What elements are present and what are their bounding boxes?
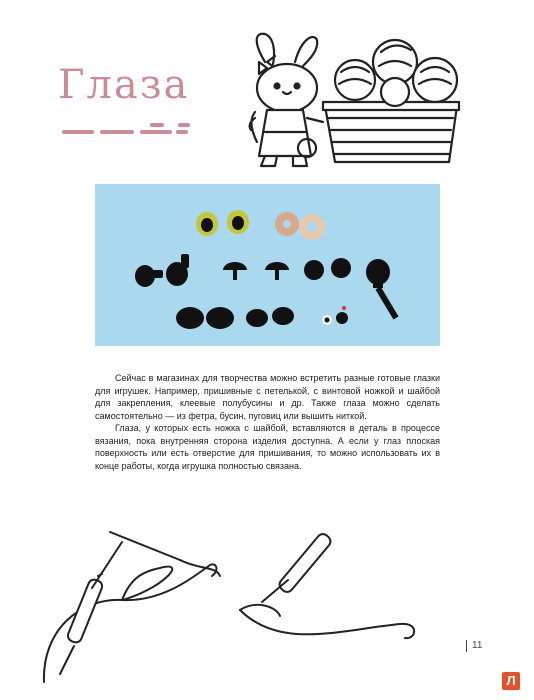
needle-right <box>262 532 333 602</box>
page-number: 11 <box>466 640 482 652</box>
publisher-logo: Л <box>502 672 520 690</box>
body-text <box>95 372 440 472</box>
embroidery-needle-illustration <box>40 520 480 690</box>
page-title: Глаза <box>58 62 190 108</box>
paragraph-2: Глаза, у которых есть ножка с шайбой, вставляются в деталь в процессе вязания, пока внутренняя сторона изделия доступна. А если у глаз плоская поверхность или есть отверстие для пришивания, то можно использовать их в конце работы, когда игрушка полностью связана. <box>95 423 440 471</box>
eyes-photo <box>95 184 440 346</box>
title-underline-decoration <box>62 122 202 136</box>
bunny-with-yarn-basket-illustration <box>245 22 470 172</box>
needle-left <box>60 542 122 674</box>
safety-eyes-image <box>95 184 440 346</box>
paragraph-1: Сейчас в магазинах для творчества можно встретить разные готовые глазки для игрушек. Например, пришивные с петелькой, с винтовой ножкой и шайбой для закрепления, клеевые полубусины и др. Также глаза можно сделать самостоятельно — из фетра, бусин, пуговиц или вышить ниткой. <box>95 373 440 421</box>
